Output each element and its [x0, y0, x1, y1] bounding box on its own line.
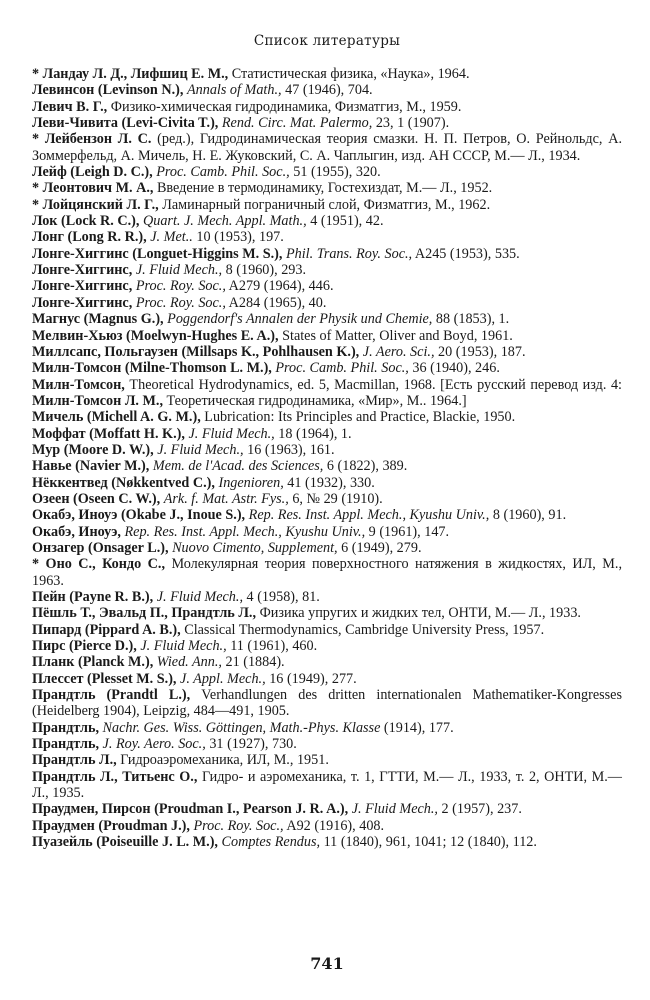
reference-journal: J. Fluid Mech.,: [140, 638, 227, 655]
reference-details: 8 (1960), 91.: [489, 507, 567, 524]
reference-author: Миллсапс, Польгаузен (Millsaps K., Pohlhausen K.),: [32, 343, 360, 360]
reference-entry: [32, 131, 622, 164]
reference-journal: J. Met..: [150, 229, 193, 246]
reference-entry: [32, 752, 622, 768]
reference-details: 51 (1955), 320.: [289, 164, 381, 181]
reference-author: Лонг (Long R. R.),: [32, 229, 147, 246]
reference-journal: Proc. Roy. Soc.,: [135, 278, 226, 295]
reference-details: 4 (1958), 81.: [243, 589, 320, 605]
reference-author: Прандтль Л., Титьенс О.,: [32, 768, 198, 785]
reference-entry: [32, 229, 622, 245]
reference-author: Онзагер (Onsager L.),: [32, 539, 169, 556]
reference-entry: [32, 671, 622, 687]
reference-author: Прандтль,: [32, 736, 99, 753]
reference-author: Лок (Lock R. C.),: [32, 213, 140, 230]
reference-details: 36 (1940), 246.: [408, 360, 500, 377]
reference-author: * Лейбензон Л. С.: [32, 131, 152, 148]
reference-author: * Ландау Л. Д., Лифшиц Е. М.,: [32, 66, 229, 82]
reference-details: Гидроаэромеханика, ИЛ, М., 1951.: [116, 752, 329, 769]
reference-entry: [32, 622, 622, 638]
reference-entry: [32, 638, 622, 654]
reference-details: 8 (1960), 293.: [222, 262, 307, 279]
reference-details: A92 (1916), 408.: [283, 817, 385, 834]
reference-entry: [32, 377, 622, 410]
reference-journal: Proc. Camb. Phil. Soc.,: [156, 164, 290, 181]
reference-details: 88 (1853), 1.: [432, 311, 510, 328]
reference-details: 16 (1963), 161.: [243, 441, 335, 458]
reference-entry: [32, 213, 622, 229]
reference-author: Лонге-Хиггинс,: [32, 278, 133, 295]
reference-details: 16 (1949), 277.: [265, 670, 357, 687]
reference-journal: Proc. Roy. Soc.,: [193, 817, 284, 834]
reference-author: Мичель (Michell A. G. M.),: [32, 409, 201, 426]
reference-journal: Rep. Res. Inst. Appl. Mech., Kyushu Univ.,: [124, 523, 366, 540]
reference-entry: [32, 197, 622, 213]
reference-journal: J. Appl. Mech.,: [180, 670, 266, 687]
reference-entry: [32, 769, 622, 802]
reference-journal: Poggendorf's Annalen der Physik und Chemie,: [167, 311, 433, 328]
reference-entry: [32, 801, 622, 817]
reference-details: 21 (1884).: [221, 654, 285, 671]
reference-journal: Annals of Math.,: [186, 82, 282, 99]
reference-author: Нёккентвед (Nøkkentved C.),: [32, 474, 215, 491]
reference-journal: Rep. Res. Inst. Appl. Mech., Kyushu Univ.,: [248, 507, 490, 524]
reference-details: 23, 1 (1907).: [372, 115, 450, 132]
reference-details: 2 (1957), 237.: [437, 801, 522, 818]
reference-entry: [32, 654, 622, 670]
reference-details: Ламинарный пограничный слой, Физматгиз, М., 1962.: [158, 196, 491, 213]
reference-journal: Wied. Ann.,: [156, 654, 222, 671]
reference-entry: [32, 409, 622, 425]
reference-author: Милн-Томсон,: [32, 376, 125, 393]
reference-entry: [32, 344, 622, 360]
reference-author: Магнус (Magnus G.),: [32, 311, 164, 328]
reference-details: 6 (1949), 279.: [337, 539, 422, 556]
reference-entry: [32, 475, 622, 491]
reference-details: Физико-химическая гидродинамика, Физматгиз, М., 1959.: [107, 98, 462, 115]
reference-author: Милн-Томсон (Milne-Thomson L. M.),: [32, 360, 272, 377]
reference-journal: Nachr. Ges. Wiss. Göttingen, Math.-Phys. Klasse: [102, 719, 381, 736]
reference-entry: [32, 818, 622, 834]
reference-journal: J. Fluid Mech.,: [351, 801, 438, 818]
reference-details: 6, № 29 (1910).: [288, 490, 383, 507]
reference-entry: [32, 99, 622, 115]
reference-list: [32, 66, 622, 851]
reference-details: A279 (1964), 446.: [225, 278, 334, 295]
reference-entry: [32, 82, 622, 98]
reference-author: Окабэ, Иноуэ (Okabe J., Inoue S.),: [32, 507, 246, 524]
reference-author: Пёшль Т., Эвальд П., Прандтль Л.,: [32, 605, 257, 622]
reference-journal: Proc. Camb. Phil. Soc.,: [275, 360, 409, 377]
reference-author: * Оно С., Кондо С.,: [32, 556, 165, 573]
reference-details: (1914), 177.: [380, 719, 454, 736]
reference-author: Милн-Томсон Л. М.,: [32, 392, 163, 409]
reference-details: 31 (1927), 730.: [205, 736, 297, 753]
reference-author: Прандтль,: [32, 719, 99, 736]
reference-entry: [32, 507, 622, 523]
running-head: Список литературы: [253, 33, 401, 49]
reference-details: 4 (1951), 42.: [306, 213, 384, 230]
reference-author: Планк (Planck M.),: [32, 654, 154, 671]
reference-entry: [32, 311, 622, 327]
reference-entry: [32, 556, 622, 589]
reference-author: Левинсон (Levinson N.),: [32, 82, 184, 99]
reference-details: 41 (1932), 330.: [283, 474, 375, 491]
reference-entry: [32, 262, 622, 278]
reference-author: Плессет (Plesset M. S.),: [32, 670, 177, 687]
reference-author: Прандтль (Prandtl L.),: [32, 687, 191, 704]
reference-journal: J. Fluid Mech.,: [135, 262, 223, 279]
reference-entry: [32, 442, 622, 458]
reference-details: Физика упругих и жидких тел, ОНТИ, М.— Л., 1933.: [256, 605, 581, 622]
reference-details: Статистическая физика, «Наука», 1964.: [228, 66, 470, 82]
reference-author: Пейн (Payne R. B.),: [32, 589, 154, 605]
reference-details: 10 (1953), 197.: [192, 229, 284, 246]
reference-author: Озеен (Oseen C. W.),: [32, 490, 161, 507]
reference-journal: J. Fluid Mech.,: [157, 441, 244, 458]
reference-details: A284 (1965), 40.: [225, 294, 327, 311]
reference-author: Мур (Moore D. W.),: [32, 441, 154, 458]
reference-author: Пирс (Pierce D.),: [32, 638, 137, 655]
reference-journal: Mem. de l'Acad. des Sciences,: [152, 458, 324, 475]
reference-author: Лонге-Хиггинс,: [32, 294, 133, 311]
reference-author: Пипард (Pippard A. B.),: [32, 621, 181, 638]
reference-entry: [32, 458, 622, 474]
reference-author: Окабэ, Иноуэ,: [32, 523, 121, 540]
reference-entry: [32, 491, 622, 507]
reference-entry: [32, 589, 622, 605]
reference-journal: J. Aero. Sci.,: [362, 343, 435, 360]
reference-author: * Леонтович М. А.,: [32, 180, 154, 197]
reference-entry: [32, 736, 622, 752]
reference-entry: [32, 295, 622, 311]
reference-entry: [32, 540, 622, 556]
reference-journal: J. Roy. Aero. Soc.,: [102, 736, 206, 753]
reference-author: Лонге-Хиггинс (Longuet-Higgins M. S.),: [32, 245, 283, 262]
reference-journal: Quart. J. Mech. Appl. Math.,: [143, 213, 307, 230]
reference-entry: [32, 164, 622, 180]
reference-details: States of Matter, Oliver and Boyd, 1961.: [278, 327, 513, 344]
reference-text: Theoretical Hydrodynamics, ed. 5, Macmillan, 1968. [Есть русский перевод изд. 4:: [124, 376, 622, 393]
reference-details: Молекулярная теория поверхностного натяжения в жидкостях, ИЛ, М., 1963.: [32, 556, 622, 589]
reference-details: Введение в термодинамику, Гостехиздат, М.— Л., 1952.: [153, 180, 493, 197]
reference-details: Classical Thermodynamics, Cambridge University Press, 1957.: [180, 621, 545, 638]
reference-details: 11 (1961), 460.: [226, 638, 318, 655]
reference-author: Пуазейль (Poiseuille J. L. M.),: [32, 834, 218, 851]
reference-author: Моффат (Moffatt H. K.),: [32, 425, 185, 442]
reference-journal: Phil. Trans. Roy. Soc.,: [285, 245, 413, 262]
reference-details: Теоретическая гидродинамика, «Мир», М.. 1964.]: [163, 392, 467, 409]
reference-entry: [32, 246, 622, 262]
reference-details: Гидро- и аэромеханика, т. 1, ГТТИ, М.— Л., 1933, т. 2, ОНТИ, М.— Л., 1935.: [32, 768, 622, 802]
reference-details: 47 (1946), 704.: [281, 82, 373, 99]
reference-details: 6 (1822), 389.: [323, 458, 408, 475]
reference-entry: [32, 180, 622, 196]
reference-entry: [32, 360, 622, 376]
reference-details: Lubrication: Its Principles and Practice, Blackie, 1950.: [200, 409, 516, 426]
reference-journal: Nuovo Cimento, Supplement,: [172, 539, 338, 556]
reference-details: A245 (1953), 535.: [412, 245, 520, 262]
reference-journal: Rend. Circ. Mat. Palermo,: [221, 115, 373, 132]
reference-author: Мелвин-Хьюз (Moelwyn-Hughes E. A.),: [32, 327, 279, 344]
document-page: [32, 0, 622, 1000]
reference-author: * Лойцянский Л. Г.,: [32, 196, 159, 213]
reference-author: Прандтль Л.,: [32, 752, 117, 769]
reference-details: 11 (1840), 961, 1041; 12 (1840), 112.: [320, 834, 537, 851]
reference-entry: [32, 524, 622, 540]
reference-entry: [32, 278, 622, 294]
reference-entry: [32, 115, 622, 131]
reference-author: Левич В. Г.,: [32, 98, 108, 115]
reference-author: Праудмен (Proudman J.),: [32, 817, 190, 834]
reference-details: Verhandlungen des dritten internationalen Mathematiker-Kongresses (Heidelberg 1904), Leipzig, 484—491, 1905.: [32, 687, 622, 720]
reference-journal: J. Fluid Mech.,: [188, 425, 275, 442]
reference-text: (ред.), Гидродинамическая теория смазки. Н. П. Петров, О. Рейнольдс, А. Зоммерфельд, А. Мичель, Н. Е. Жуковский, С. А. Чаплыгин, изд. АН СССР, М.— Л., 1934.: [32, 131, 622, 164]
reference-author: Леви-Чивита (Levi-Civita T.),: [32, 115, 219, 132]
reference-journal: Proc. Roy. Soc.,: [135, 294, 226, 311]
reference-entry: [32, 834, 622, 850]
reference-details: 20 (1953), 187.: [434, 343, 526, 360]
reference-details: 18 (1964), 1.: [274, 425, 352, 442]
reference-entry: [32, 605, 622, 621]
reference-entry: [32, 328, 622, 344]
reference-entry: [32, 426, 622, 442]
reference-author: Лонге-Хиггинс,: [32, 262, 133, 279]
reference-author: Лейф (Leigh D. C.),: [32, 164, 153, 181]
reference-entry: [32, 720, 622, 736]
page-number: 741: [310, 954, 344, 973]
reference-entry: [32, 66, 622, 82]
reference-author: Праудмен, Пирсон (Proudman I., Pearson J. R. A.),: [32, 801, 349, 818]
reference-journal: Comptes Rendus,: [221, 834, 321, 851]
reference-author: Навье (Navier M.),: [32, 458, 150, 475]
reference-details: 9 (1961), 147.: [365, 523, 450, 540]
reference-journal: J. Fluid Mech.,: [156, 589, 243, 605]
reference-journal: Ark. f. Mat. Astr. Fys.,: [163, 490, 289, 507]
reference-journal: Ingenioren,: [218, 474, 284, 491]
reference-entry: [32, 687, 622, 720]
